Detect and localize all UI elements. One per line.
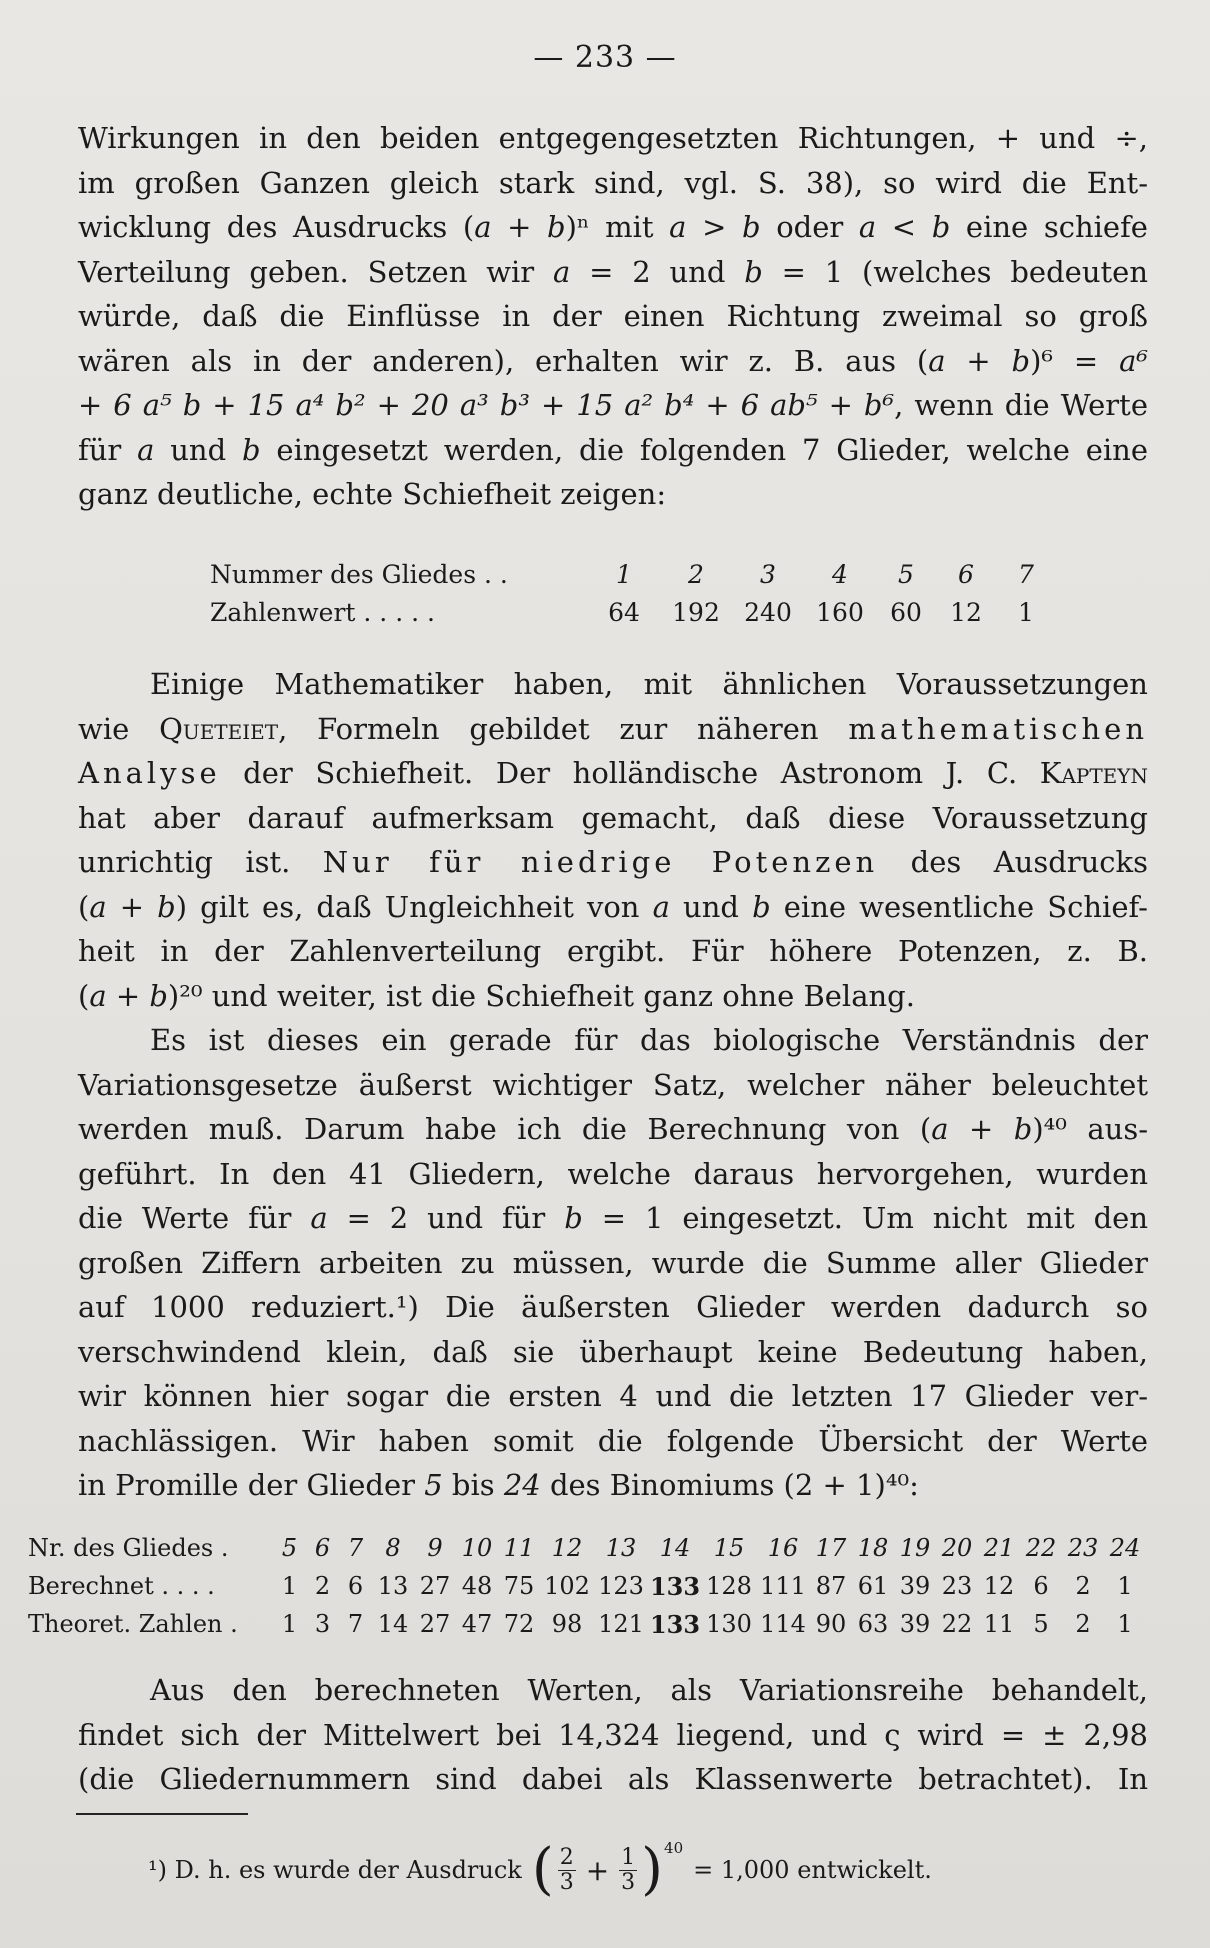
table-cell: 75 [503, 1572, 535, 1600]
table-cell: 12 [983, 1572, 1015, 1600]
footnote-result: = 1,000 entwickelt. [693, 1856, 932, 1884]
table-row-header [28, 1529, 1146, 1567]
table-cell: 90 [815, 1610, 847, 1638]
table-cell: 39 [899, 1572, 931, 1600]
table-cell: 48 [461, 1572, 493, 1600]
table-cell: 6 [1033, 1572, 1049, 1600]
table-cell: 192 [672, 597, 720, 627]
table-cell: 1 [281, 1610, 298, 1638]
table-cell: 60 [890, 597, 922, 627]
paragraph-2 [78, 662, 1148, 1508]
table-cell: 27 [419, 1572, 451, 1600]
table-cell: 1 [616, 559, 632, 589]
text-line: heit in der Zahlenverteilung ergibt. Für höhere Potenzen, z. B. [78, 934, 1148, 968]
text-line: die Werte für a = 2 und für b = 1 eingesetzt. Um nicht mit den [78, 1201, 1149, 1235]
table-cell: 13 [377, 1572, 409, 1600]
text-line: geführt. In den 41 Gliedern, welche daraus hervorgehen, wurden [78, 1156, 1148, 1191]
table-cell: 3 [314, 1610, 331, 1638]
table-cell: 7 [347, 1534, 364, 1562]
table-cell: 102 [544, 1572, 590, 1600]
text-line: unrichtig ist. Nur für niedrige Potenzen des Ausdrucks [78, 845, 1149, 879]
table-cell: 3 [760, 559, 776, 589]
table-cell: 14 [659, 1534, 691, 1562]
table-cell: 22 [941, 1610, 973, 1638]
text-line: werden muß. Darum habe ich die Berechnung von (a + b)⁴⁰ aus- [78, 1112, 1149, 1146]
terms-table-small [210, 555, 1056, 631]
table-cell: 7 [347, 1610, 364, 1638]
table-cell: 111 [760, 1572, 806, 1600]
text-line: Variationsgesetze äußerst wichtiger Satz, welcher näher beleuchtet [78, 1067, 1148, 1102]
paragraph-3 [78, 1668, 1148, 1802]
table-cell: 87 [815, 1572, 847, 1600]
table-cell: 10 [461, 1534, 493, 1562]
table-cell: 21 [983, 1534, 1015, 1562]
footnote [148, 1830, 932, 1910]
footnote-text: D. h. es wurde der Ausdruck [166, 1856, 522, 1884]
footnote-divider [76, 1813, 248, 1815]
text-line: ganz deutliche, echte Schiefheit zeigen: [78, 477, 667, 511]
table-cell: 2 [1075, 1610, 1091, 1638]
table-cell: 5 [1033, 1610, 1049, 1638]
table-cell: 123 [598, 1572, 644, 1600]
text-line: würde, daß die Einflüsse in der einen Richtung zweimal so groß [78, 299, 1148, 333]
table-cell: 1 [1018, 597, 1034, 627]
table-cell: 2 [314, 1572, 331, 1600]
text-line: wären als in der anderen), erhalten wir z. B. aus (a + b)⁶ = a⁶ [78, 343, 1148, 378]
table-cell: 20 [941, 1534, 973, 1562]
table-cell: 72 [503, 1610, 535, 1638]
text-line: wie Queteiet, Formeln gebildet zur näheren mathematischen [78, 711, 1149, 746]
row-label: Berechnet . . . . [28, 1572, 215, 1600]
table-cell: 12 [551, 1534, 583, 1562]
text-line: im großen Ganzen gleich stark sind, vgl. S. 38), so wird die Ent- [78, 165, 1148, 200]
table-cell: 4 [832, 559, 848, 589]
table-cell: 6 [958, 559, 974, 589]
row-label: Nummer des Gliedes . . [210, 559, 508, 589]
text-line: findet sich der Mittelwert bei 14,324 liegend, und ς wird = ± 2,98 [78, 1717, 1148, 1752]
row-label: Theoret. Zahlen . [28, 1610, 238, 1638]
table-cell: 8 [385, 1534, 401, 1562]
table-cell: 16 [767, 1534, 799, 1562]
table-cell: 24 [1109, 1534, 1141, 1562]
table-cell: 2 [1075, 1572, 1091, 1600]
text-line: für a und b eingesetzt werden, die folgenden 7 Glieder, welche eine [78, 432, 1149, 467]
text-line: (a + b)²⁰ und weiter, ist die Schiefheit ganz ohne Belang. [78, 978, 915, 1013]
table-row-calculated [28, 1567, 1146, 1605]
table-cell: 7 [1018, 559, 1034, 589]
text-line: Aus den berechneten Werten, als Variationsreihe behandelt, [150, 1673, 1148, 1707]
table-cell: 5 [898, 559, 914, 589]
text-line: Einige Mathematiker haben, mit ähnlichen Voraussetzungen [150, 667, 1148, 701]
text-line: auf 1000 reduziert.¹) Die äußersten Glieder werden dadurch so [78, 1290, 1148, 1324]
table-cell: 6 [314, 1534, 331, 1562]
denominator: 3 [621, 1869, 636, 1895]
table-cell: 5 [281, 1534, 298, 1562]
footnote-marker: ¹) [148, 1856, 167, 1884]
text-line: + 6 a⁵ b + 15 a⁴ b² + 20 a³ b³ + 15 a² b⁴ + 6 ab⁵ + b⁶, wenn die Werte [78, 388, 1148, 422]
table-cell: 17 [815, 1534, 847, 1562]
table-cell: 6 [347, 1572, 364, 1600]
table-row-theoretical [28, 1605, 1146, 1643]
paren-open: ( [531, 1837, 554, 1902]
table-cell: 11 [983, 1610, 1015, 1638]
table-cell: 39 [899, 1610, 931, 1638]
paren-close: ) [641, 1837, 664, 1902]
fraction [619, 1846, 637, 1895]
row-label: Zahlenwert . . . . . [210, 597, 435, 627]
table-cell: 19 [899, 1534, 931, 1562]
table-cell: 133 [649, 1609, 701, 1639]
table-row [210, 593, 1056, 631]
text-line: großen Ziffern arbeiten zu müssen, wurde die Summe aller Glieder [78, 1245, 1148, 1280]
text-line: nachlässigen. Wir haben somit die folgende Übersicht der Werte [78, 1423, 1148, 1458]
text-line: Es ist dieses ein gerade für das biologische Verständnis der [150, 1023, 1148, 1057]
row-label: Nr. des Gliedes . [28, 1534, 229, 1562]
fraction [558, 1846, 576, 1895]
table-cell: 15 [713, 1534, 745, 1562]
text-line: Wirkungen in den beiden entgegengesetzten Richtungen, + und ÷, [78, 121, 1148, 155]
text-line: hat aber darauf aufmerksam gemacht, daß diese Voraussetzung [78, 800, 1148, 835]
table-cell: 63 [857, 1610, 889, 1638]
table-cell: 14 [377, 1610, 409, 1638]
exponent: 40 [664, 1839, 684, 1857]
table-cell: 130 [706, 1610, 752, 1638]
table-cell: 98 [551, 1610, 583, 1638]
text-line: verschwindend klein, daß sie überhaupt keine Bedeutung haben, [78, 1334, 1148, 1369]
table-cell: 12 [950, 597, 982, 627]
text-line: (die Gliedernummern sind dabei als Klassenwerte betrachtet). In [78, 1762, 1148, 1796]
table-cell: 61 [857, 1572, 889, 1600]
table-cell: 121 [598, 1610, 644, 1638]
table-cell: 64 [608, 597, 640, 627]
text-line: Analyse der Schiefheit. Der holländische Astronom J. C. Kapteyn [78, 756, 1148, 790]
text-line: wicklung des Ausdrucks (a + b)ⁿ mit a > b oder a < b eine schiefe [78, 210, 1148, 244]
table-cell: 23 [941, 1572, 973, 1600]
table-cell: 1 [1117, 1610, 1133, 1638]
plus-sign: + [585, 1853, 610, 1887]
table-cell: 23 [1067, 1534, 1099, 1562]
text-line: wir können hier sogar die ersten 4 und die letzten 17 Glieder ver- [78, 1379, 1148, 1413]
table-cell: 2 [688, 559, 704, 589]
table-cell: 160 [816, 597, 864, 627]
table-cell: 18 [857, 1534, 889, 1562]
table-cell: 1 [1117, 1572, 1133, 1600]
numerator: 2 [559, 1844, 574, 1870]
table-cell: 47 [461, 1610, 493, 1638]
table-row [210, 555, 1056, 593]
table-cell: 128 [706, 1572, 752, 1600]
table-cell: 133 [649, 1571, 701, 1601]
numerator: 1 [621, 1844, 636, 1870]
table-cell: 1 [281, 1572, 298, 1600]
table-cell: 27 [419, 1610, 451, 1638]
table-cell: 11 [503, 1534, 535, 1562]
page-number: — 233 — [533, 40, 677, 75]
table-cell: 22 [1025, 1534, 1057, 1562]
denominator: 3 [559, 1869, 574, 1895]
table-cell: 13 [605, 1534, 637, 1562]
binomial-terms-table [28, 1529, 1146, 1643]
text-line: Verteilung geben. Setzen wir a = 2 und b = 1 (welches bedeuten [78, 254, 1148, 289]
text-line: (a + b) gilt es, daß Ungleichheit von a und b eine wesentliche Schief- [78, 889, 1148, 924]
table-cell: 240 [744, 597, 792, 627]
table-cell: 9 [427, 1534, 443, 1562]
paragraph-1 [78, 116, 1148, 517]
text-line: in Promille der Glieder 5 bis 24 des Binomiums (2 + 1)⁴⁰: [78, 1468, 919, 1502]
table-cell: 114 [760, 1610, 806, 1638]
